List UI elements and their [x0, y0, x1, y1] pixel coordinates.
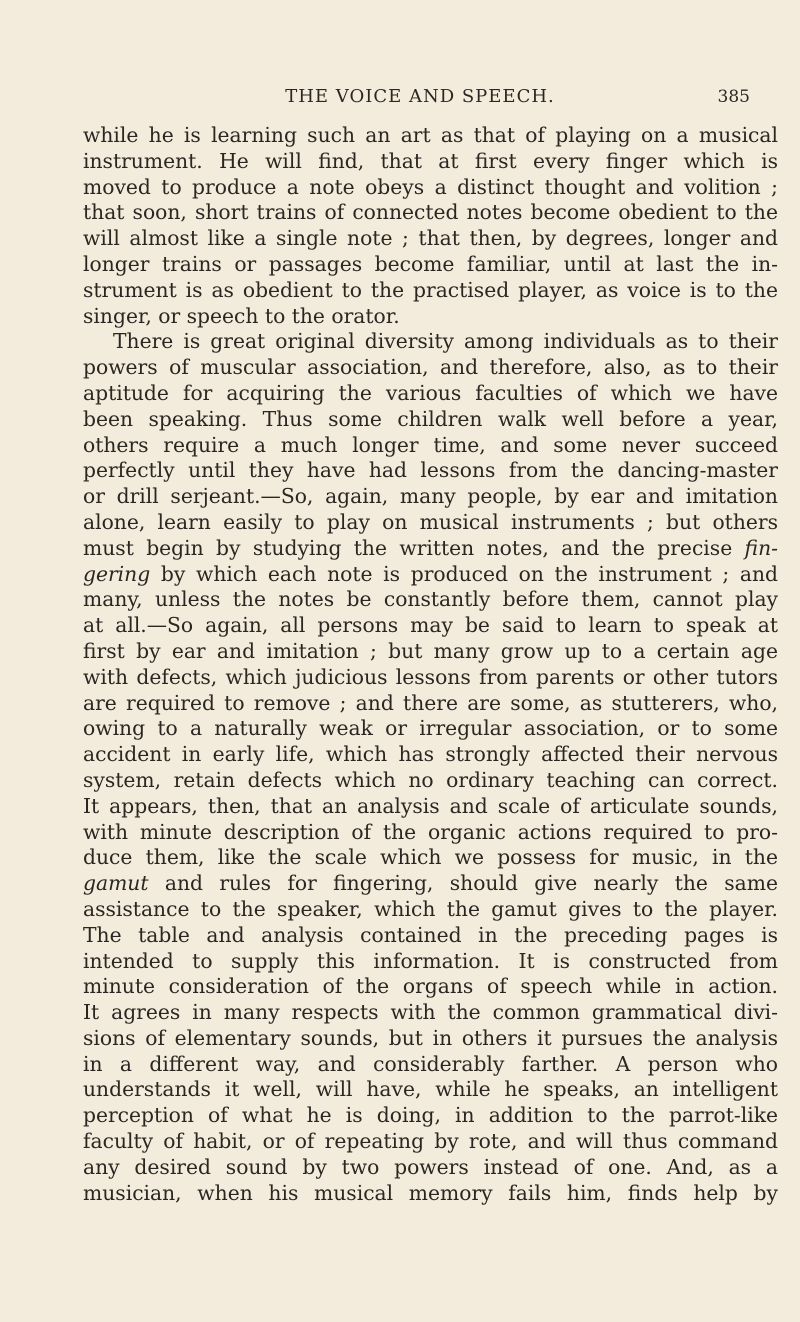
text-line: while he is learning such an art as that of playing on a musical [83, 123, 778, 147]
text-line: are required to remove ; and there are some, as stutterers, who, [83, 690, 778, 715]
text-line [83, 871, 778, 897]
italic-term: fin- [744, 535, 778, 560]
text-line: many, unless the notes be constantly before them, cannot play [83, 587, 778, 612]
text-line: any desired sound by two powers instead of one. And, as a [83, 1154, 778, 1179]
text-line: others require a much longer time, and some never succeed [83, 432, 778, 457]
text-line: perfectly until they have had lessons from the dancing-master [83, 458, 778, 483]
italic-term: gering [83, 561, 151, 586]
text-line: sions of elementary sounds, but in others it pursues the analysis [83, 1025, 778, 1050]
text-line: that soon, short trains of connected notes become obedient to the [83, 200, 778, 225]
text-line: or drill serjeant.—So, again, many people, by ear and imitation [83, 484, 778, 509]
text-line: will almost like a single note ; that then, by degrees, longer and [83, 226, 778, 251]
text-line: minute consideration of the organs of speech while in action. [83, 974, 778, 999]
text-line: system, retain defects which no ordinary teaching can correct. [83, 767, 778, 792]
text-line: powers of muscular association, and therefore, also, as to their [83, 355, 778, 380]
line-segment: and rules for fingering, should give nearly the same [148, 871, 778, 896]
text-line: duce them, like the scale which we possess for music, in the [83, 845, 778, 870]
text-line: The table and analysis contained in the preceding pages is [83, 922, 778, 947]
line-segment: must begin by studying the written notes, and the precise [83, 535, 745, 560]
text-line: first by ear and imitation ; but many grow up to a certain age [83, 638, 778, 663]
text-line: longer trains or passages become familiar, until at last the in- [83, 251, 778, 276]
line-segment: by which each note is produced on the instrument ; and [150, 561, 778, 586]
text-line: alone, learn easily to play on musical instruments ; but others [83, 509, 778, 534]
text-line: moved to produce a note obeys a distinct thought and volition ; [83, 174, 778, 199]
running-header [90, 84, 750, 110]
text-line: singer, or speech to the orator. [83, 303, 400, 328]
text-line: accident in early life, which has strongly affected their nervous [83, 742, 778, 767]
text-line: been speaking. Thus some children walk well before a year, [83, 406, 778, 431]
text-line: faculty of habit, or of repeating by rote, and will thus command [83, 1129, 778, 1154]
text-line: aptitude for acquiring the various faculties of which we have [83, 380, 778, 405]
text-line: It agrees in many respects with the common grammatical divi- [83, 1000, 778, 1025]
text-line: intended to supply this information. It is constructed from [83, 948, 778, 973]
text-line: with minute description of the organic actions required to pro- [83, 819, 778, 844]
text-line: musician, when his musical memory fails him, finds help by [83, 1180, 778, 1205]
running-title: THE VOICE AND SPEECH. [285, 86, 555, 107]
text-line: instrument. He will find, that at first every finger which is [83, 148, 778, 173]
text-line [83, 562, 778, 588]
text-line: with defects, which judicious lessons from parents or other tutors [83, 664, 778, 689]
text-line: There is great original diversity among individuals as to their [113, 329, 778, 354]
page-number: 385 [717, 87, 750, 107]
text-line: understands it well, will have, while he speaks, an intelligent [83, 1077, 778, 1102]
text-line: It appears, then, that an analysis and scale of articulate sounds, [83, 793, 778, 818]
text-line: at all.—So again, all persons may be said to learn to speak at [83, 613, 778, 638]
text-line [83, 536, 778, 562]
body-text [83, 123, 778, 1206]
text-line: assistance to the speaker, which the gamut gives to the player. [83, 896, 778, 921]
text-line: owing to a naturally weak or irregular association, or to some [83, 716, 778, 741]
text-line: strument is as obedient to the practised player, as voice is to the [83, 277, 778, 302]
text-line: in a different way, and considerably farther. A person who [83, 1051, 778, 1076]
italic-term: gamut [83, 871, 149, 896]
text-line: perception of what he is doing, in addition to the parrot-like [83, 1103, 778, 1128]
